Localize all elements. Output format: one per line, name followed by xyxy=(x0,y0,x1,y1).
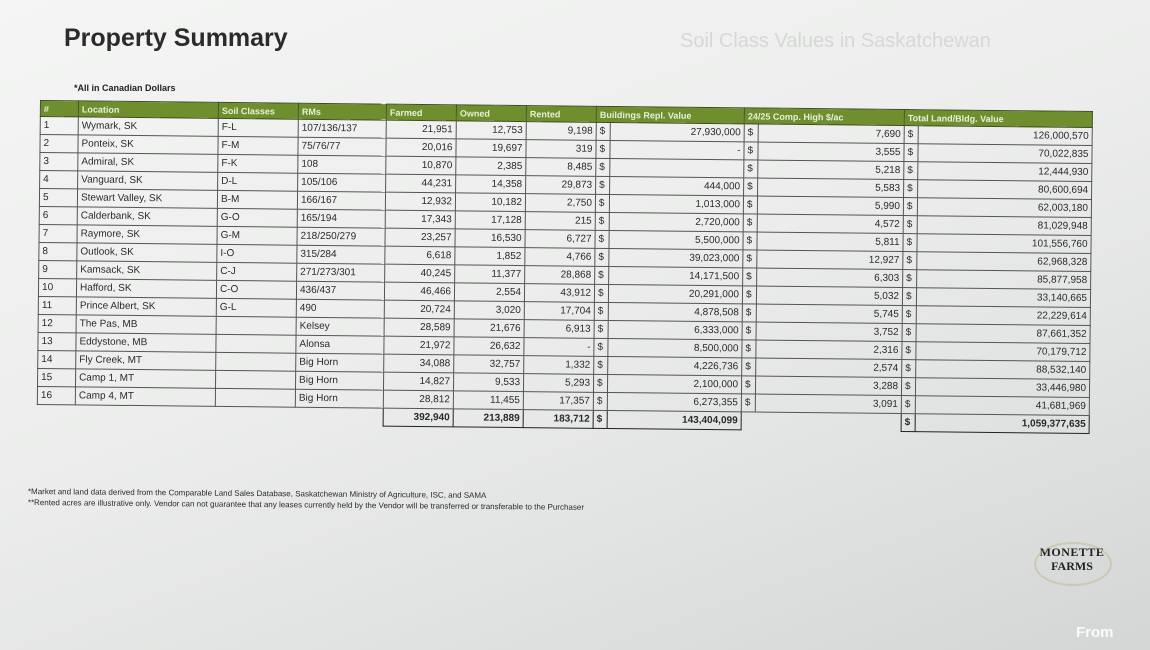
currency-cell: $ xyxy=(901,396,915,414)
total-value-cell: 62,968,328 xyxy=(917,252,1091,272)
location-cell: Stewart Valley, SK xyxy=(77,189,217,208)
comp-high-cell: 3,288 xyxy=(755,376,901,396)
column-header: Location xyxy=(78,101,218,118)
location-cell: Hafford, SK xyxy=(76,279,216,298)
buildings-value-cell: 2,100,000 xyxy=(607,374,741,393)
comp-high-cell: 5,811 xyxy=(757,232,903,252)
owned-cell: 16,530 xyxy=(455,229,525,248)
page-title: Property Summary xyxy=(64,24,288,52)
currency-cell: $ xyxy=(744,178,758,196)
currency-cell: $ xyxy=(742,286,756,304)
location-cell: Fly Creek, MT xyxy=(76,351,216,370)
currency-cell: $ xyxy=(594,284,608,302)
total-value-cell: 101,556,760 xyxy=(917,234,1091,254)
total-rented-cell: 183,712 xyxy=(523,410,593,429)
rms-cell: 271/273/301 xyxy=(297,263,385,282)
farmed-cell: 17,343 xyxy=(385,210,455,229)
rms-cell: 166/167 xyxy=(297,191,385,210)
currency-cell: $ xyxy=(741,376,755,394)
total-value-cell: 22,229,614 xyxy=(916,306,1090,326)
soil-class-cell xyxy=(216,334,296,353)
total-value-cell: 70,179,712 xyxy=(916,342,1090,362)
soil-class-cell: C-J xyxy=(217,262,297,281)
currency-cell: $ xyxy=(743,250,757,268)
row-number-cell: 16 xyxy=(37,386,75,404)
owned-cell: 14,358 xyxy=(456,175,526,194)
owned-cell: 10,182 xyxy=(455,193,525,212)
location-cell: The Pas, MB xyxy=(76,315,216,334)
table-body xyxy=(37,117,1092,434)
soil-class-cell: C-O xyxy=(216,280,296,299)
rented-cell: 17,357 xyxy=(523,392,593,411)
currency-cell: $ xyxy=(904,144,918,162)
blank-cell xyxy=(755,412,901,432)
buildings-value-cell: 2,720,000 xyxy=(609,212,743,231)
rms-cell: 75/76/77 xyxy=(298,137,386,156)
comp-high-cell: 3,752 xyxy=(756,322,902,342)
location-cell: Calderbank, SK xyxy=(77,207,217,226)
total-value-cell: 70,022,835 xyxy=(918,144,1092,164)
soil-class-cell xyxy=(215,388,295,407)
rms-cell: Alonsa xyxy=(296,335,384,354)
location-cell: Eddystone, MB xyxy=(76,333,216,352)
owned-cell: 12,753 xyxy=(456,121,526,140)
comp-high-cell: 2,574 xyxy=(756,358,902,378)
currency-cell: $ xyxy=(596,140,610,158)
total-buildings-cell: 143,404,099 xyxy=(607,410,741,429)
row-number-cell: 6 xyxy=(39,206,77,224)
currency-cell: $ xyxy=(593,392,607,410)
grand-total-cell: 1,059,377,635 xyxy=(915,414,1089,434)
currency-cell: $ xyxy=(595,194,609,212)
column-header: RMs xyxy=(298,103,386,120)
location-cell: Raymore, SK xyxy=(77,225,217,244)
buildings-value-cell: - xyxy=(610,140,744,159)
row-number-cell: 13 xyxy=(38,332,76,350)
comp-high-cell: 3,555 xyxy=(758,142,904,162)
total-value-cell: 81,029,948 xyxy=(917,216,1091,236)
farmed-cell: 34,088 xyxy=(384,354,454,373)
currency-cell: $ xyxy=(742,358,756,376)
faint-background-text: Soil Class Values in Saskatchewan xyxy=(680,30,991,52)
total-value-cell: 12,444,930 xyxy=(918,162,1092,182)
buildings-value-cell: 27,930,000 xyxy=(610,122,744,141)
farmed-cell: 21,972 xyxy=(384,336,454,355)
currency-cell: $ xyxy=(903,198,917,216)
rented-cell: 6,913 xyxy=(524,320,594,339)
currency-cell: $ xyxy=(902,306,916,324)
comp-high-cell: 12,927 xyxy=(757,250,903,270)
rms-cell: Big Horn xyxy=(295,371,383,390)
rms-cell: Big Horn xyxy=(295,389,383,408)
owned-cell: 9,533 xyxy=(453,373,523,392)
rented-cell: 5,293 xyxy=(523,374,593,393)
currency-cell: $ xyxy=(744,124,758,142)
currency-cell: $ xyxy=(596,176,610,194)
logo-ring xyxy=(1034,542,1112,586)
owned-cell: 11,377 xyxy=(455,265,525,284)
farmed-cell: 12,932 xyxy=(385,192,455,211)
total-farmed-cell: 392,940 xyxy=(383,408,453,427)
currency-cell: $ xyxy=(596,122,610,140)
owned-cell: 11,455 xyxy=(453,391,523,410)
row-number-cell: 8 xyxy=(39,242,77,260)
rented-cell: 2,750 xyxy=(525,194,595,213)
buildings-value-cell: 444,000 xyxy=(610,176,744,195)
row-number-cell: 2 xyxy=(40,135,78,153)
column-header: Total Land/Bldg. Value xyxy=(904,110,1092,128)
total-value-cell: 80,600,694 xyxy=(918,180,1092,200)
farmed-cell: 20,724 xyxy=(384,300,454,319)
currency-cell: $ xyxy=(903,216,917,234)
soil-class-cell xyxy=(216,352,296,371)
row-number-cell: 10 xyxy=(38,278,76,296)
soil-class-cell: F-L xyxy=(218,118,298,137)
rms-cell: 108 xyxy=(298,155,386,174)
owned-cell: 3,020 xyxy=(454,301,524,320)
rms-cell: 218/250/279 xyxy=(297,227,385,246)
currency-cell: $ xyxy=(904,180,918,198)
comp-high-cell: 7,690 xyxy=(758,124,904,144)
currency-cell: $ xyxy=(741,394,755,412)
buildings-value-cell: 39,023,000 xyxy=(609,248,743,267)
rms-cell: 436/437 xyxy=(296,281,384,300)
total-value-cell: 33,446,980 xyxy=(915,378,1089,398)
comp-high-cell: 5,990 xyxy=(757,196,903,216)
rms-cell: 315/284 xyxy=(297,245,385,264)
blank-cell xyxy=(75,405,215,424)
soil-class-cell: G-M xyxy=(217,226,297,245)
soil-class-cell: F-K xyxy=(218,154,298,173)
buildings-value-cell xyxy=(610,158,744,177)
owned-cell: 32,757 xyxy=(454,355,524,374)
comp-high-cell: 4,572 xyxy=(757,214,903,234)
owned-cell: 1,852 xyxy=(455,247,525,266)
farmed-cell: 46,466 xyxy=(384,282,454,301)
currency-cell: $ xyxy=(904,126,918,144)
column-header: Soil Classes xyxy=(218,102,298,119)
logo-line-2: FARMS xyxy=(1051,559,1093,573)
buildings-value-cell: 5,500,000 xyxy=(609,230,743,249)
comp-high-cell: 5,745 xyxy=(756,304,902,324)
farmed-cell: 14,827 xyxy=(383,372,453,391)
buildings-value-cell: 4,878,508 xyxy=(608,302,742,321)
buildings-value-cell: 1,013,000 xyxy=(609,194,743,213)
currency-cell: $ xyxy=(593,410,607,428)
currency-cell: $ xyxy=(595,266,609,284)
currency-cell: $ xyxy=(594,338,608,356)
footnote-2: **Rented acres are illustrative only. Vendor can not guarantee that any leases currently held by the Vendor will be transferred or transferable to the Purchaser xyxy=(27,497,585,512)
rented-cell: 28,868 xyxy=(525,266,595,285)
owned-cell: 21,676 xyxy=(454,319,524,338)
row-number-cell: 4 xyxy=(40,171,78,189)
currency-cell: $ xyxy=(743,214,757,232)
farmed-cell: 23,257 xyxy=(385,228,455,247)
location-cell: Wymark, SK xyxy=(78,117,218,136)
blank-cell xyxy=(295,407,383,426)
location-cell: Vanguard, SK xyxy=(78,171,218,190)
column-header: 24/25 Comp. High $/ac xyxy=(744,108,904,126)
rented-cell: 9,198 xyxy=(526,122,596,141)
row-number-cell: 12 xyxy=(38,314,76,332)
currency-cell: $ xyxy=(904,162,918,180)
farmed-cell: 28,589 xyxy=(384,318,454,337)
comp-high-cell: 2,316 xyxy=(756,340,902,360)
currency-cell: $ xyxy=(593,374,607,392)
farmed-cell: 21,951 xyxy=(386,120,456,139)
soil-class-cell: B-M xyxy=(217,190,297,209)
currency-cell: $ xyxy=(902,342,916,360)
owned-cell: 2,385 xyxy=(456,157,526,176)
property-table-wrapper xyxy=(37,100,1092,434)
rented-cell: 8,485 xyxy=(526,158,596,177)
farmed-cell: 40,245 xyxy=(385,264,455,283)
currency-cell: $ xyxy=(902,360,916,378)
column-header: Farmed xyxy=(386,104,456,121)
buildings-value-cell: 6,273,355 xyxy=(607,392,741,411)
comp-high-cell: 6,303 xyxy=(757,268,903,288)
currency-cell: $ xyxy=(594,302,608,320)
location-cell: Camp 4, MT xyxy=(75,387,215,406)
farmed-cell: 28,812 xyxy=(383,390,453,409)
soil-class-cell: I-O xyxy=(217,244,297,263)
watermark-text: From xyxy=(1076,624,1114,641)
total-value-cell: 87,661,352 xyxy=(916,324,1090,344)
blank-cell xyxy=(741,412,755,430)
row-number-cell: 15 xyxy=(37,368,75,386)
property-summary-table xyxy=(37,100,1093,434)
currency-cell: $ xyxy=(594,320,608,338)
location-cell: Outlook, SK xyxy=(77,243,217,262)
row-number-cell: 7 xyxy=(39,224,77,242)
location-cell: Admiral, SK xyxy=(78,153,218,172)
currency-cell: $ xyxy=(743,196,757,214)
owned-cell: 17,128 xyxy=(455,211,525,230)
column-header: Owned xyxy=(456,105,526,122)
buildings-value-cell: 4,226,736 xyxy=(608,356,742,375)
rms-cell: 490 xyxy=(296,299,384,318)
column-header: Buildings Repl. Value xyxy=(596,106,744,124)
location-cell: Camp 1, MT xyxy=(75,369,215,388)
location-cell: Ponteix, SK xyxy=(78,135,218,154)
currency-cell: $ xyxy=(901,378,915,396)
row-number-cell: 11 xyxy=(38,296,76,314)
total-owned-cell: 213,889 xyxy=(453,409,523,428)
currency-cell: $ xyxy=(595,230,609,248)
total-value-cell: 85,877,958 xyxy=(917,270,1091,290)
currency-cell: $ xyxy=(743,268,757,286)
currency-cell: $ xyxy=(901,414,915,432)
currency-cell: $ xyxy=(596,158,610,176)
rms-cell: Big Horn xyxy=(296,353,384,372)
soil-class-cell: D-L xyxy=(218,172,298,191)
rms-cell: Kelsey xyxy=(296,317,384,336)
currency-cell: $ xyxy=(595,212,609,230)
column-header: Rented xyxy=(526,106,596,123)
total-value-cell: 126,000,570 xyxy=(918,126,1092,146)
currency-cell: $ xyxy=(594,356,608,374)
monette-farms-logo xyxy=(1030,545,1114,585)
footnote-1: *Market and land data derived from the Comparable Land Sales Database, Saskatchewan Ministry of Agriculture, ISC, and SAMA xyxy=(27,486,487,501)
soil-class-cell: G-O xyxy=(217,208,297,227)
total-value-cell: 62,003,180 xyxy=(917,198,1091,218)
soil-class-cell xyxy=(215,370,295,389)
row-number-cell: 9 xyxy=(39,260,77,278)
rms-cell: 107/136/137 xyxy=(298,119,386,138)
column-header: # xyxy=(40,101,78,117)
rented-cell: 29,873 xyxy=(526,176,596,195)
comp-high-cell: 5,032 xyxy=(756,286,902,306)
row-number-cell: 1 xyxy=(40,117,78,135)
total-value-cell: 33,140,665 xyxy=(916,288,1090,308)
row-number-cell: 14 xyxy=(38,350,76,368)
soil-class-cell xyxy=(216,316,296,335)
comp-high-cell: 5,218 xyxy=(758,160,904,180)
farmed-cell: 6,618 xyxy=(385,246,455,265)
location-cell: Prince Albert, SK xyxy=(76,297,216,316)
rented-cell: 4,766 xyxy=(525,248,595,267)
logo-line-1: MONETTE xyxy=(1039,545,1105,559)
comp-high-cell: 3,091 xyxy=(755,394,901,414)
currency-cell: $ xyxy=(902,288,916,306)
row-number-cell: 5 xyxy=(39,189,77,207)
rented-cell: - xyxy=(524,338,594,357)
rented-cell: 6,727 xyxy=(525,230,595,249)
owned-cell: 2,554 xyxy=(454,283,524,302)
currency-note: *All in Canadian Dollars xyxy=(74,83,176,93)
farmed-cell: 20,016 xyxy=(386,138,456,157)
comp-high-cell: 5,583 xyxy=(758,178,904,198)
footnotes xyxy=(28,486,584,513)
currency-cell: $ xyxy=(903,234,917,252)
rented-cell: 1,332 xyxy=(524,356,594,375)
rented-cell: 17,704 xyxy=(524,302,594,321)
buildings-value-cell: 6,333,000 xyxy=(608,320,742,339)
farmed-cell: 44,231 xyxy=(386,174,456,193)
row-number-cell: 3 xyxy=(40,153,78,171)
currency-cell: $ xyxy=(903,252,917,270)
total-value-cell: 88,532,140 xyxy=(916,360,1090,380)
currency-cell: $ xyxy=(902,324,916,342)
rms-cell: 105/106 xyxy=(298,173,386,192)
rms-cell: 165/194 xyxy=(297,209,385,228)
rented-cell: 43,912 xyxy=(524,284,594,303)
currency-cell: $ xyxy=(744,160,758,178)
owned-cell: 26,632 xyxy=(454,337,524,356)
currency-cell: $ xyxy=(743,232,757,250)
currency-cell: $ xyxy=(744,142,758,160)
soil-class-cell: F-M xyxy=(218,136,298,155)
currency-cell: $ xyxy=(742,340,756,358)
currency-cell: $ xyxy=(742,304,756,322)
total-value-cell: 41,681,969 xyxy=(915,396,1089,416)
currency-cell: $ xyxy=(595,248,609,266)
farmed-cell: 10,870 xyxy=(386,156,456,175)
currency-cell: $ xyxy=(903,270,917,288)
owned-cell: 19,697 xyxy=(456,139,526,158)
rented-cell: 319 xyxy=(526,140,596,159)
buildings-value-cell: 8,500,000 xyxy=(608,338,742,357)
rented-cell: 215 xyxy=(525,212,595,231)
buildings-value-cell: 20,291,000 xyxy=(608,284,742,303)
buildings-value-cell: 14,171,500 xyxy=(609,266,743,285)
blank-cell xyxy=(215,406,295,425)
currency-cell: $ xyxy=(742,322,756,340)
blank-cell xyxy=(37,404,75,422)
soil-class-cell: G-L xyxy=(216,298,296,317)
location-cell: Kamsack, SK xyxy=(77,261,217,280)
